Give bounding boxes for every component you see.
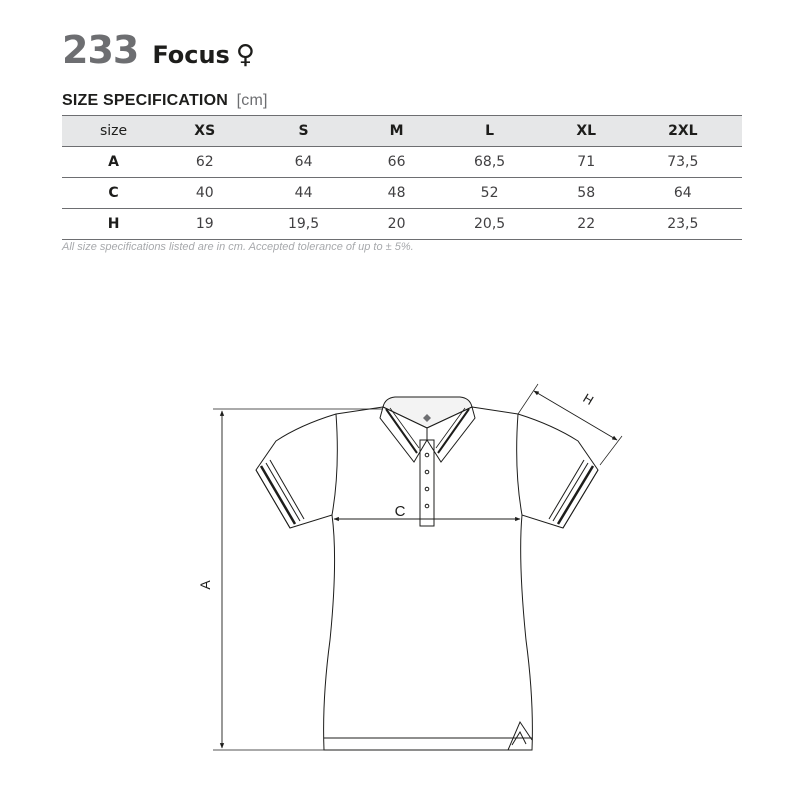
size-header-2xl: 2XL (624, 116, 742, 147)
product-code: 233 (62, 28, 139, 72)
table-cell: 20,5 (430, 209, 548, 240)
female-icon: ♀ (235, 40, 255, 70)
tolerance-note: All size specifications listed are in cm. Accepted tolerance of up to ± 5%. (62, 241, 414, 253)
size-header-label: size (62, 116, 165, 147)
table-cell: 73,5 (624, 147, 742, 178)
row-label: C (62, 178, 165, 209)
table-cell: 48 (363, 178, 431, 209)
measure-c-label: C (394, 503, 406, 520)
table-cell: 66 (363, 147, 431, 178)
table-cell: 52 (430, 178, 548, 209)
row-label: A (62, 147, 165, 178)
measure-h-label: H (580, 390, 597, 408)
shirt-outline (256, 407, 598, 750)
table-cell: 64 (624, 178, 742, 209)
size-header-xl: XL (549, 116, 624, 147)
size-header-m: M (363, 116, 431, 147)
table-cell: 71 (549, 147, 624, 178)
table-cell: 40 (165, 178, 244, 209)
measure-a-label: A (197, 580, 213, 590)
collar (380, 397, 475, 462)
size-header-s: S (244, 116, 362, 147)
placket (420, 440, 434, 526)
table-cell: 19 (165, 209, 244, 240)
table-cell: 58 (549, 178, 624, 209)
left-sleeve-cuff (256, 460, 304, 528)
measure-a (213, 409, 383, 750)
spec-unit: [cm] (236, 92, 268, 109)
product-name: Focus (152, 41, 230, 69)
table-cell: 22 (549, 209, 624, 240)
table-cell: 64 (244, 147, 362, 178)
side-vent (508, 722, 532, 750)
size-header-xs: XS (165, 116, 244, 147)
right-sleeve-cuff (549, 460, 598, 528)
spec-title-text: SIZE SPECIFICATION (62, 92, 228, 109)
size-header-l: L (430, 116, 548, 147)
table-cell: 44 (244, 178, 362, 209)
button-icon (425, 470, 429, 474)
table-cell: 19,5 (244, 209, 362, 240)
row-label: H (62, 209, 165, 240)
measure-h (518, 384, 622, 465)
button-icon (425, 487, 429, 491)
table-cell: 62 (165, 147, 244, 178)
button-icon (425, 453, 429, 457)
table-cell: 68,5 (430, 147, 548, 178)
button-icon (425, 504, 429, 508)
table-cell: 20 (363, 209, 431, 240)
table-cell: 23,5 (624, 209, 742, 240)
